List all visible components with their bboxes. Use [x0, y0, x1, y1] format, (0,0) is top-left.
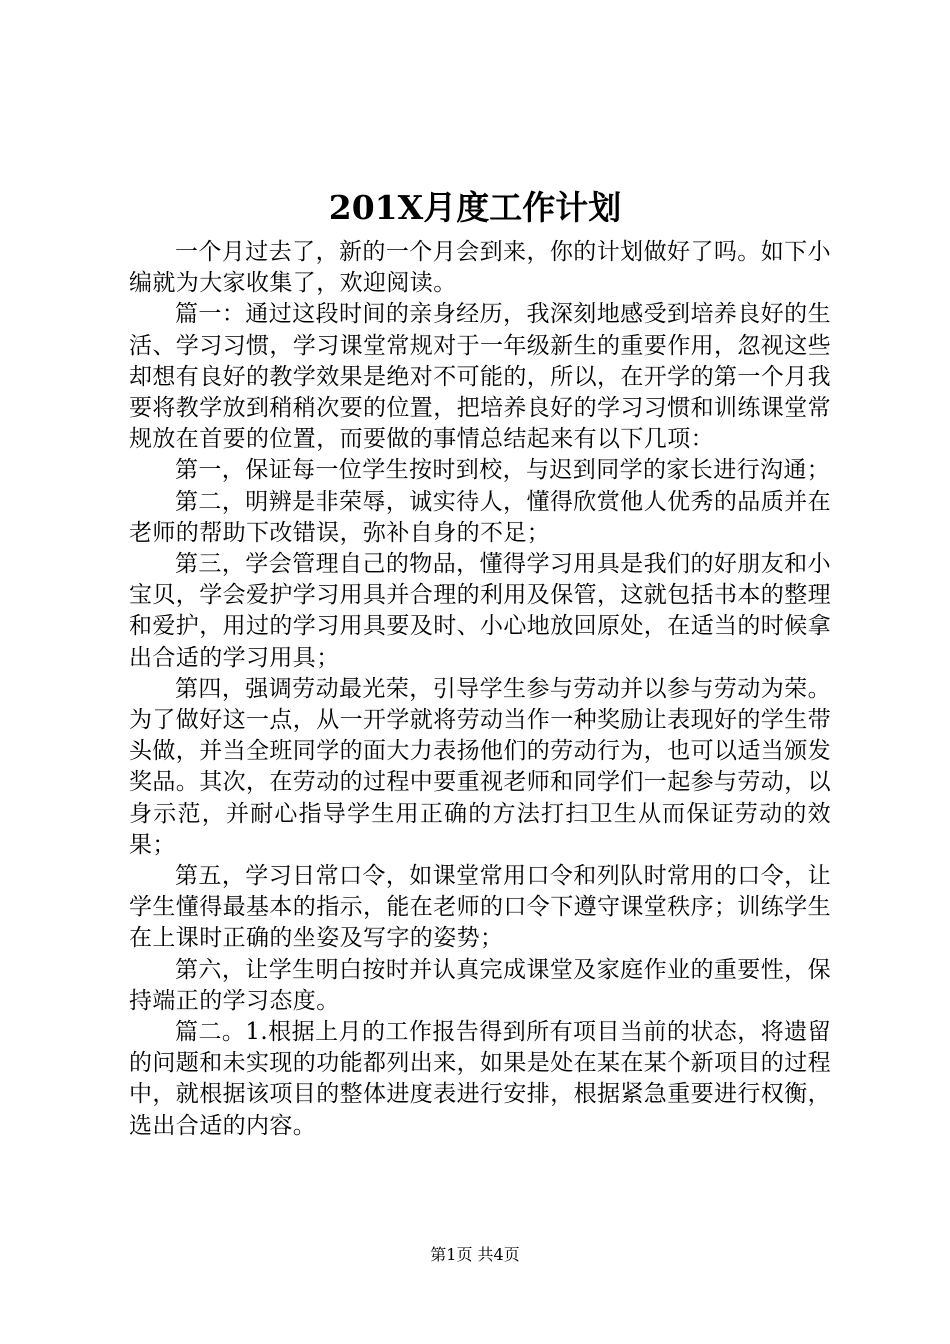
paragraph-item-5: 第五，学习日常口令，如课堂常用口令和列队时常用的口令，让学生懂得最基本的指示，能在老师的口令下遵守课堂秩序；训练学生在上课时正确的坐姿及写字的姿势； [129, 863, 831, 952]
paragraph-item-6: 第六，让学生明白按时并认真完成课堂及家庭作业的重要性，保持端正的学习态度。 [129, 956, 831, 1014]
page-number-footer: 第1页 共4页 [430, 1245, 520, 1264]
document-body [129, 237, 831, 1142]
paragraph-item-3: 第三，学会管理自己的物品，懂得学习用具是我们的好朋友和小宝贝，学会爱护学习用具并合理的利用及保管，这就包括书本的整理和爱护，用过的学习用具要及时、小心地放回原处，在适当的时候拿出合适的学习用具； [129, 551, 831, 671]
paragraph-intro: 一个月过去了，新的一个月会到来，你的计划做好了吗。如下小编就为大家收集了，欢迎阅读。 [129, 239, 831, 297]
paragraph-item-1: 第一，保证每一位学生按时到校，与迟到同学的家长进行沟通； [175, 457, 831, 484]
paragraph-part-one: 篇一：通过这段时间的亲身经历，我深刻地感受到培养良好的生活、学习习惯，学习课堂常规对于一年级新生的重要作用，忽视这些却想有良好的教学效果是绝对不可能的，所以，在开学的第一个月我要将教学放到稍稍次要的位置，把培养良好的学习习惯和训练课堂常规放在首要的位置，而要做的事情总结起来有以下几项： [129, 301, 831, 453]
paragraph-item-4: 第四，强调劳动最光荣，引导学生参与劳动并以参与劳动为荣。为了做好这一点，从一开学就将劳动当作一种奖励让表现好的学生带头做，并当全班同学的面大力表扬他们的劳动行为，也可以适当颁发奖品。其次，在劳动的过程中要重视老师和同学们一起参与劳动，以身示范，并耐心指导学生用正确的方法打扫卫生从而保证劳动的效果； [129, 675, 831, 858]
paragraph-item-2: 第二，明辨是非荣辱，诚实待人，懂得欣赏他人优秀的品质并在老师的帮助下改错误，弥补自身的不足； [129, 488, 831, 546]
paragraph-part-two: 篇二。1.根据上月的工作报告得到所有项目当前的状态，将遗留的问题和未实现的功能都列出来，如果是处在某在某个新项目的过程中，就根据该项目的整体进度表进行安排，根据紧急重要进行权衡，选出合适的内容。 [129, 1019, 831, 1139]
document-title: 201X月度工作计划 [328, 188, 622, 227]
